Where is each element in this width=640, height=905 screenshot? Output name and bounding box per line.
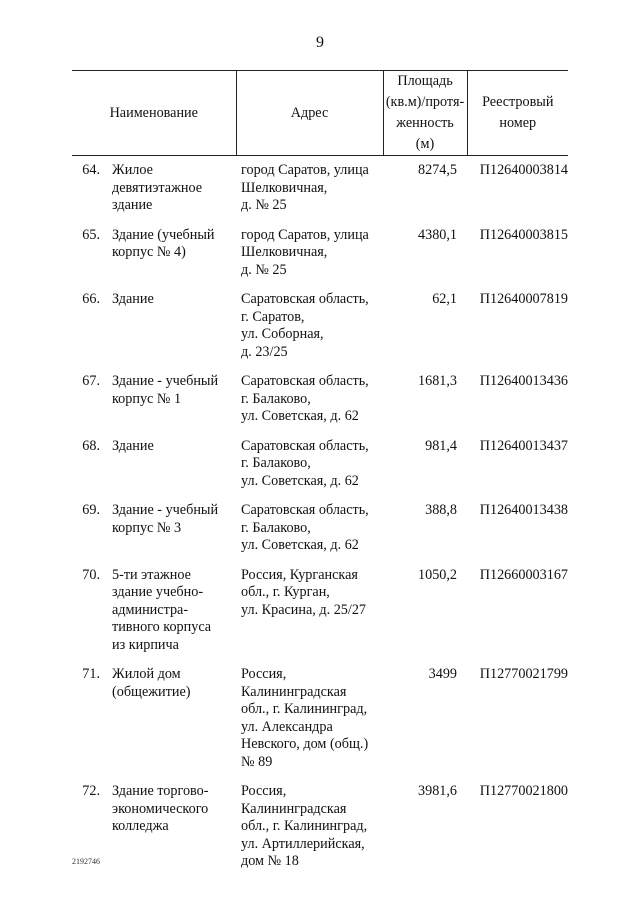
object-name: Здание: [112, 437, 154, 454]
registry-number: П12660003167: [479, 566, 569, 583]
table-row: [72, 666, 568, 771]
object-address: Россия, Курганская обл., г. Курган, ул. Красина, д. 25/27: [241, 566, 367, 618]
header-area: Площадь (кв.м)/протя- женность (м): [383, 71, 467, 156]
row-spacer-cell: [72, 654, 568, 666]
table-row: [72, 227, 568, 280]
object-name: Здание (учебный корпус № 4): [112, 226, 215, 260]
table-header-row: [72, 71, 568, 156]
row-spacer: [72, 426, 568, 438]
object-address: Россия, Калининградская обл., г. Калининград, ул. Артиллерийская, дом № 18: [241, 783, 368, 869]
object-area: 3981,6: [418, 783, 458, 799]
object-name: Жилое девятиэтажное здание: [112, 162, 203, 213]
row-spacer: [72, 490, 568, 502]
row-number: 67.: [82, 373, 100, 389]
row-spacer-cell: [72, 426, 568, 438]
table-row: [72, 156, 568, 215]
table-row: [72, 438, 568, 491]
page-number: 9: [316, 34, 324, 51]
row-spacer-cell: [72, 361, 568, 373]
object-address: Саратовская область, г. Саратов, ул. Соборная, д. 23/25: [241, 291, 369, 360]
row-spacer-cell: [72, 279, 568, 291]
property-table: [72, 70, 568, 871]
object-address: Россия, Калининградская обл., г. Калининград, ул. Александра Невского, дом (общ.) № 89: [241, 666, 369, 770]
row-number: 71.: [82, 666, 100, 682]
object-area: 1681,3: [418, 373, 458, 389]
object-area: 8274,5: [418, 162, 458, 178]
table-body: [72, 156, 568, 871]
row-number: 66.: [82, 291, 100, 307]
object-address: город Саратов, улица Шелковичная, д. № 25: [241, 162, 369, 213]
table-row: [72, 567, 568, 655]
header-address: Адрес: [236, 71, 383, 156]
table-row: [72, 783, 568, 871]
object-name: Жилой дом (общежитие): [112, 666, 191, 700]
registry-number: П12640013438: [479, 502, 569, 518]
registry-number: П12640013437: [479, 437, 569, 454]
registry-number: П12770021800: [479, 783, 569, 799]
header-name: Наименование: [72, 71, 236, 156]
registry-number: П12640013436: [479, 373, 569, 389]
row-number: 64.: [82, 162, 100, 178]
row-spacer: [72, 555, 568, 567]
object-area: 388,8: [425, 502, 458, 518]
table-row: [72, 373, 568, 426]
row-spacer-cell: [72, 215, 568, 227]
table-row: [72, 502, 568, 555]
registry-number: П12640003814: [479, 162, 569, 178]
object-name: Здание - учебный корпус № 1: [112, 373, 219, 407]
object-name: Здание - учебный корпус № 3: [112, 502, 219, 536]
object-name: Здание торгово- экономического колледжа: [112, 783, 209, 834]
row-number: 72.: [82, 783, 100, 799]
row-number: 68.: [82, 437, 100, 454]
row-spacer-cell: [72, 555, 568, 567]
table-row: [72, 291, 568, 361]
registry-number: П12640003815: [479, 226, 569, 243]
row-spacer-cell: [72, 490, 568, 502]
registry-number: П12640007819: [479, 291, 569, 307]
object-name: 5-ти этажное здание учебно- администра- тивного корпуса из кирпича: [112, 566, 212, 653]
row-spacer: [72, 654, 568, 666]
object-area: 62,1: [432, 291, 458, 307]
object-address: Саратовская область, г. Балаково, ул. Советская, д. 62: [241, 373, 369, 424]
object-address: город Саратов, улица Шелковичная, д. № 25: [241, 226, 369, 278]
footer-code: 2192746: [72, 857, 100, 866]
object-area: 1050,2: [418, 566, 458, 583]
header-registry: Реестровый номер: [467, 71, 568, 156]
row-spacer-cell: [72, 771, 568, 783]
object-area: 4380,1: [418, 226, 458, 243]
row-number: 69.: [82, 502, 100, 518]
object-area: 981,4: [425, 437, 458, 454]
object-address: Саратовская область, г. Балаково, ул. Советская, д. 62: [241, 502, 369, 553]
object-area: 3499: [428, 666, 458, 682]
row-spacer: [72, 771, 568, 783]
row-spacer: [72, 279, 568, 291]
object-name: Здание: [112, 291, 154, 307]
row-number: 70.: [82, 566, 100, 583]
row-spacer: [72, 361, 568, 373]
object-address: Саратовская область, г. Балаково, ул. Советская, д. 62: [241, 437, 369, 489]
registry-number: П12770021799: [479, 666, 569, 682]
row-spacer: [72, 215, 568, 227]
row-number: 65.: [82, 226, 100, 243]
